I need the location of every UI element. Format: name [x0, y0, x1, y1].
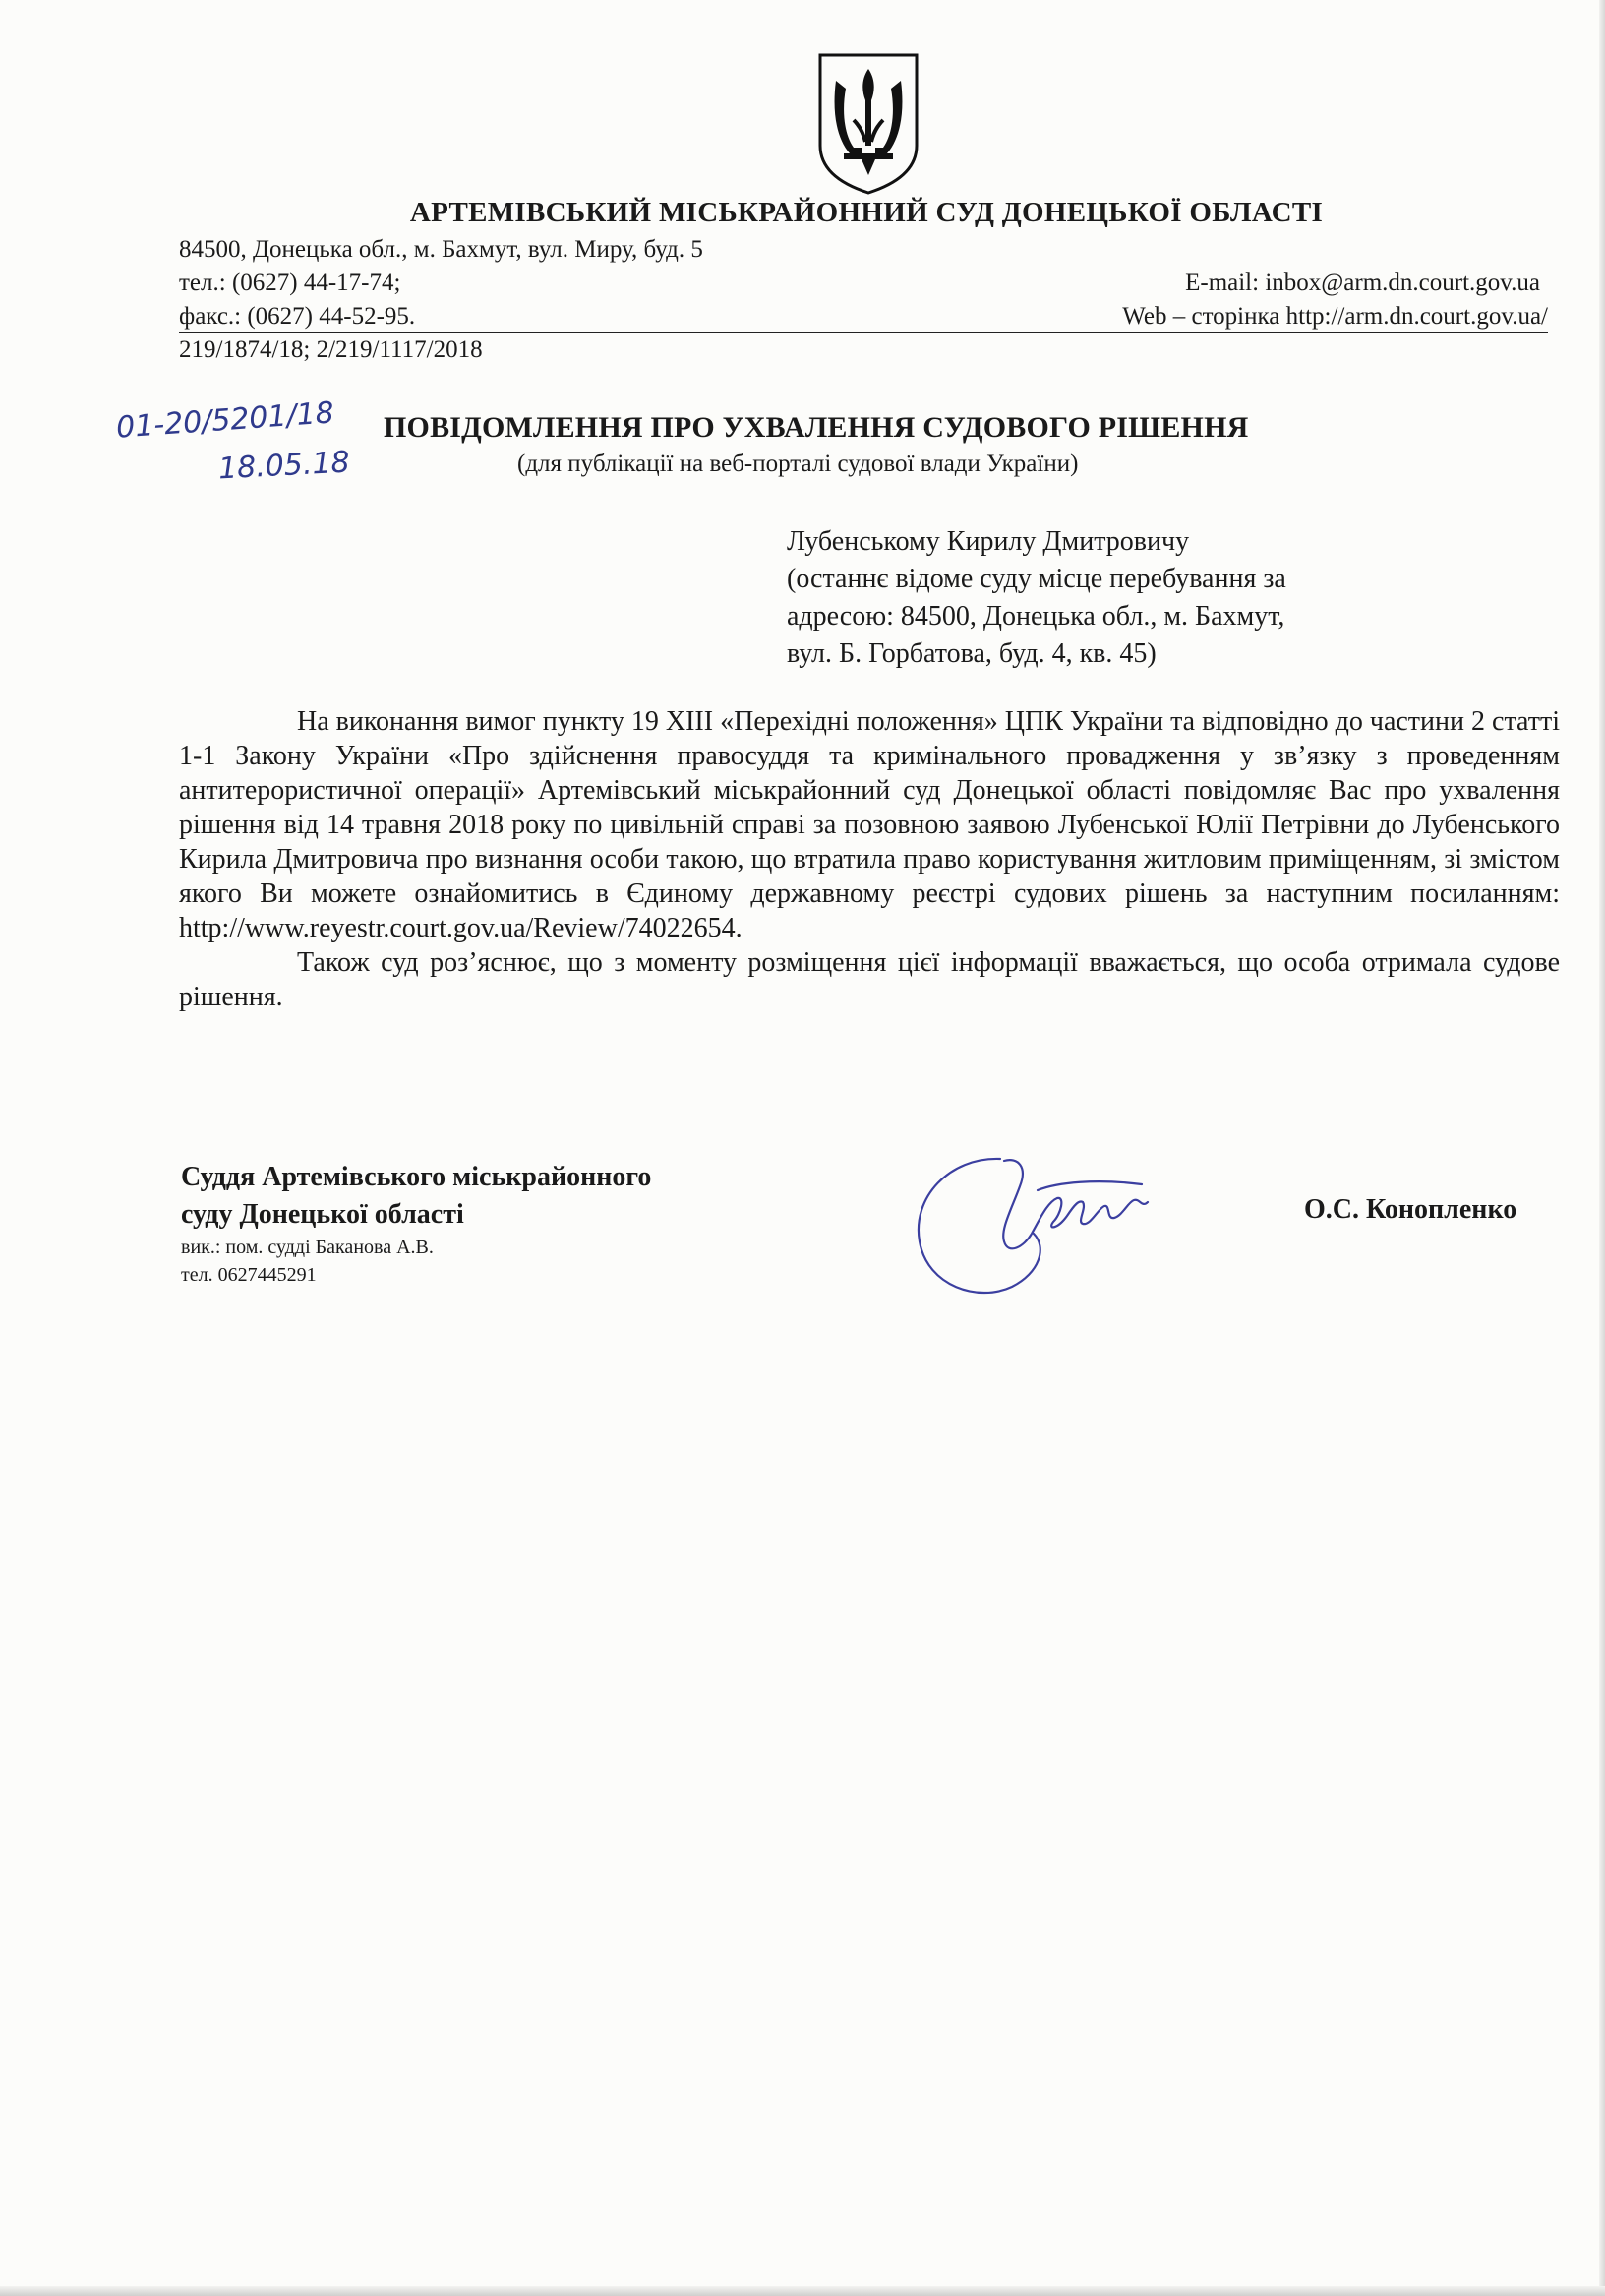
- court-website: Web – сторінка http://arm.dn.court.gov.ua/: [1122, 303, 1548, 330]
- court-address: 84500, Донецька обл., м. Бахмут, вул. Миру, буд. 5: [179, 236, 703, 263]
- executor-name: вик.: пом. судді Баканова А.В.: [181, 1237, 434, 1258]
- handwritten-incoming-number: 01-20/5201/18: [115, 395, 335, 446]
- signature-block: [181, 1159, 651, 1289]
- registration-numbers: 219/1874/18; 2/219/1117/2018: [179, 336, 483, 363]
- notice-title: ПОВІДОМЛЕННЯ ПРО УХВАЛЕННЯ СУДОВОГО РІШЕННЯ: [384, 411, 1249, 444]
- addressee-line: адресою: 84500, Донецька обл., м. Бахмут,: [787, 601, 1285, 632]
- handwritten-signature: [910, 1139, 1156, 1306]
- court-email: E-mail: inbox@arm.dn.court.gov.ua: [1185, 270, 1540, 296]
- court-phone: тел.: (0627) 44-17-74;: [179, 270, 401, 296]
- judge-title-line: суду Донецької області: [181, 1199, 464, 1230]
- addressee-block: [787, 523, 1286, 673]
- addressee-line: вул. Б. Горбатова, буд. 4, кв. 45): [787, 638, 1157, 669]
- court-name: АРТЕМІВСЬКИЙ МІСЬКРАЙОННИЙ СУД ДОНЕЦЬКОЇ ОБЛАСТІ: [409, 197, 1324, 228]
- addressee-line: (останнє відоме суду місце перебування за: [787, 564, 1286, 594]
- signer-name: О.С. Конопленко: [1304, 1194, 1517, 1225]
- body-paragraph: Також суд роз’яснює, що з моменту розміщення цієї інформації вважається, що особа отримала судове рішення.: [179, 947, 1560, 1012]
- scan-edge: [1599, 0, 1605, 2296]
- trident-coat-of-arms-icon: [814, 51, 922, 195]
- scan-edge: [0, 2286, 1605, 2296]
- court-fax: факс.: (0627) 44-52-95.: [179, 303, 416, 330]
- handwritten-incoming-date: 18.05.18: [217, 445, 351, 487]
- notice-subtitle: (для публікації на веб-порталі судової влади України): [517, 451, 1079, 477]
- executor-phone: тел. 0627445291: [181, 1264, 317, 1286]
- body-paragraph: На виконання вимог пункту 19 XIII «Перехідні положення» ЦПК України та відповідно до частини 2 статті 1-1 Закону України «Про здійснення правосуддя та кримінального провадження у зв’язку з проведенням антитерористичної операції» Артемівський міськрайонний суд Донецької області повідомляє Вас про ухвалення рішення від 14 травня 2018 року по цивільній справі за позовною заявою Лубенської Юлії Петрівни до Лубенського Кирила Дмитровича про визнання особи такою, що втратила право користування житловим приміщенням, зі змістом якого Ви можете ознайомитись в Єдиному державному реєстрі судових рішень за наступним посиланням: http://www.reyestr.court.gov.ua/Review/74022654.: [179, 706, 1560, 943]
- notice-body: [179, 704, 1560, 1014]
- addressee-line: Лубенському Кирилу Дмитровичу: [787, 526, 1190, 557]
- judge-title-line: Суддя Артемівського міськрайонного: [181, 1162, 652, 1192]
- header-divider: [179, 332, 1548, 333]
